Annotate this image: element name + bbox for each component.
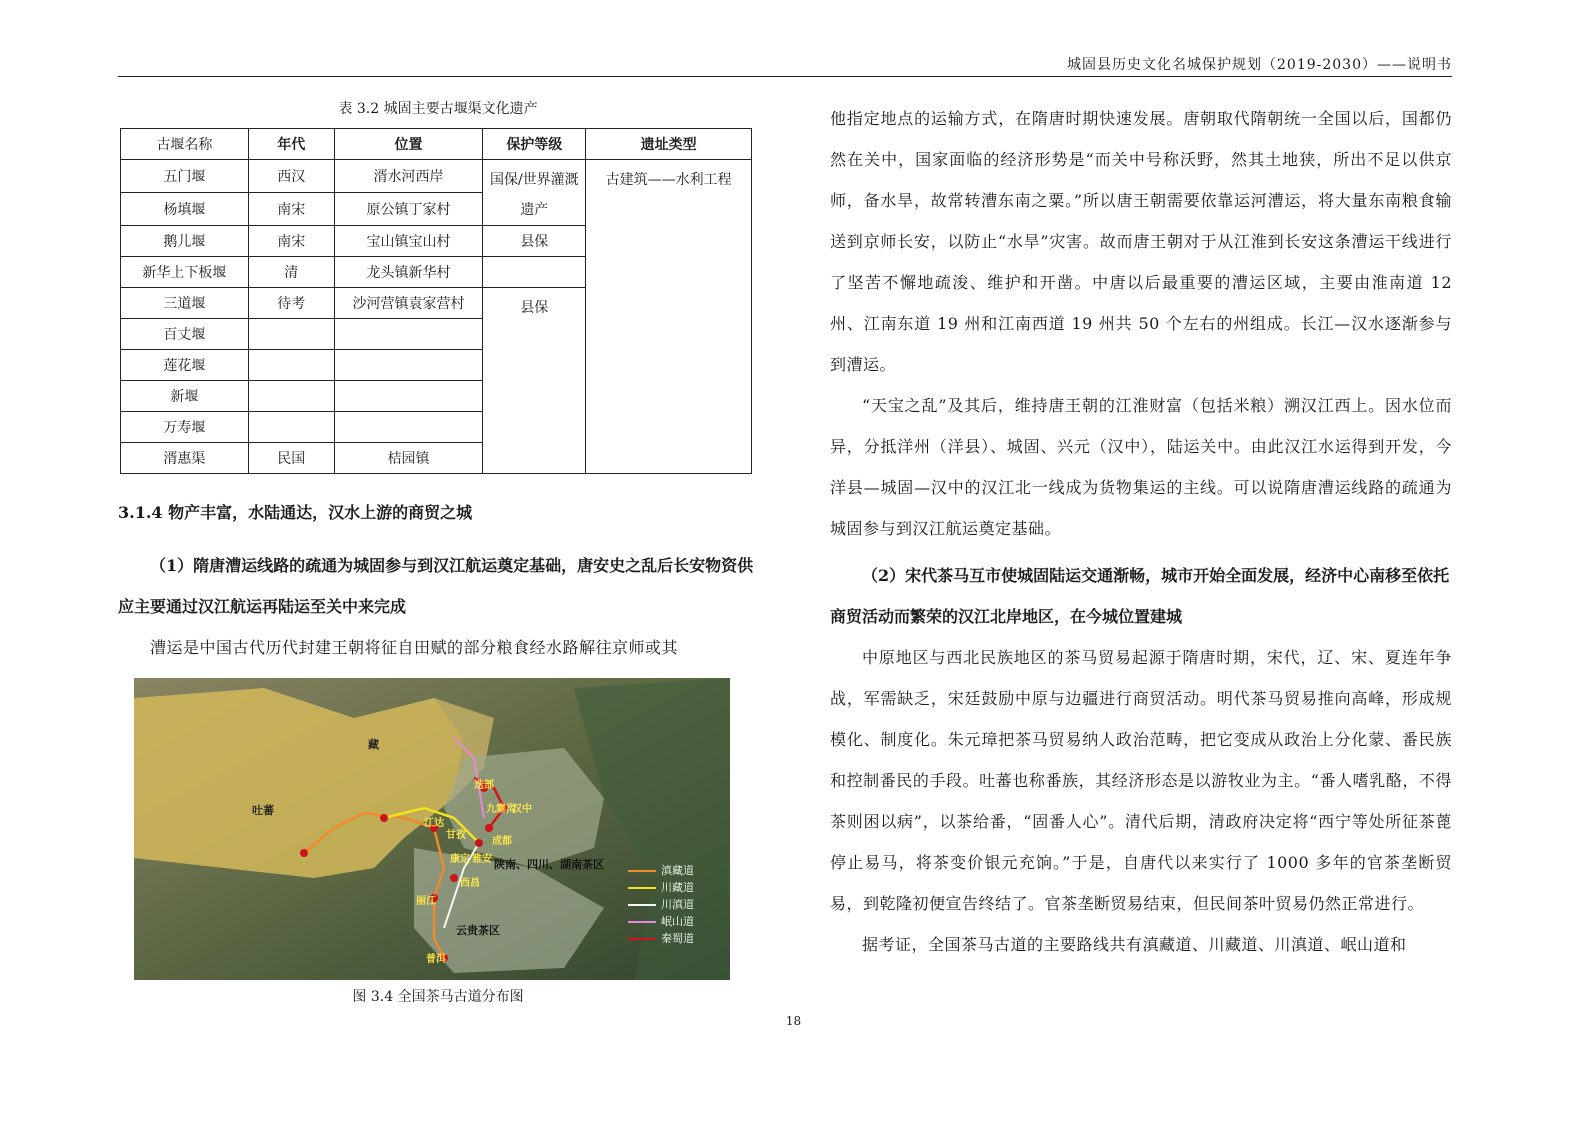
- map-label-kangding: 康定: [450, 854, 470, 865]
- paragraph: 据考证，全国茶马古道的主要路线共有滇藏道、川藏道、川滇道、岷山道和: [862, 935, 1407, 954]
- legend-swatch: [628, 887, 656, 889]
- weir-location: 龙头镇新华村: [334, 257, 483, 288]
- weir-era: [248, 350, 334, 381]
- table-header-cell: 古堰名称: [121, 129, 249, 160]
- weir-era: [248, 412, 334, 443]
- paragraph: 他指定地点的运输方式，在隋唐时期快速发展。唐朝取代隋朝统一全国以后，国都仍然在关中，国家面临的经济形势是“而关中号称沃野，然其土地狭，所出不足以供京师，备水旱，故常转漕东南之粟。”所以唐王朝需要依靠运河漕运，将大量东南粮食输送到京师长安，以防止“水旱”灾害。故而唐王朝对于从江淮到长安这条漕运干线进行了坚苦不懈地疏浚、维护和开凿。中唐以后最重要的漕运区域，主要由淮南道 12 州、江南东道 19 州和江南西道 19 州共 50 个左右的州组成。长江—汉水逐渐参与到漕运。: [830, 109, 1452, 374]
- map-label-zang: 藏: [368, 738, 379, 751]
- city-marker: [485, 824, 493, 832]
- paragraph: “天宝之乱”及其后，维持唐王朝的江淮财富（包括米粮）溯汉江西上。因水位而异，分抵洋州（洋县）、城固、兴元（汉中），陆运关中。由此汉江水运得到开发，今洋县—城固—汉中的汉江北一线成为货物集运的主线。可以说隋唐漕运线路的疏通为城固参与到汉江航运奠定基础。: [830, 396, 1452, 538]
- legend-swatch: [628, 938, 656, 940]
- weir-name: 新堰: [121, 381, 249, 412]
- sub-heading-1: （1）隋唐漕运线路的疏通为城固参与到汉江航运奠定基础，唐安史之乱后长安物资供应主要通过汉江航运再陆运至关中来完成: [118, 556, 754, 616]
- weir-era: 民国: [248, 443, 334, 474]
- map-label-jiuzhaigou: 九寨沟: [486, 804, 516, 815]
- tea-horse-road-map: [134, 678, 730, 980]
- map-label-lijiang: 丽江: [416, 896, 436, 907]
- weir-era: [248, 319, 334, 350]
- table-header-cell: 保护等级: [483, 129, 586, 160]
- table-header-cell: 位置: [334, 129, 483, 160]
- weir-location: [334, 412, 483, 443]
- table-header-cell: 遗址类型: [586, 129, 752, 160]
- weir-location: [334, 350, 483, 381]
- weir-era: 清: [248, 257, 334, 288]
- map-label-ganzi: 甘孜: [446, 830, 466, 841]
- weir-location: 原公镇丁家村: [334, 193, 483, 226]
- weir-era: [248, 381, 334, 412]
- running-header: 城固县历史文化名城保护规划（2019-2030）——说明书: [1067, 57, 1452, 73]
- weir-name: 三道堰: [121, 288, 249, 319]
- weir-name: 湑惠渠: [121, 443, 249, 474]
- sub-heading-2: （2）宋代茶马互市使城固陆运交通渐畅，城市开始全面发展，经济中心南移至依托商贸活动而繁荣的汉江北岸地区，在今城位置建城: [830, 566, 1450, 626]
- table-header-row: [121, 129, 752, 160]
- weir-era: 南宋: [248, 193, 334, 226]
- weir-name: 杨填堰: [121, 193, 249, 226]
- table-header-cell: 年代: [248, 129, 334, 160]
- paragraph: 漕运是中国古代历代封建王朝将征自田赋的部分粮食经水路解往京师或其: [150, 638, 679, 657]
- map-label-jiangda: 江达: [424, 818, 444, 829]
- weir-site-type: 古建筑——水利工程: [586, 160, 752, 474]
- section-title: 3.1.4 物产丰富，水陆通达，汉水上游的商贸之城: [118, 503, 473, 522]
- table-row: [121, 160, 752, 193]
- header-rule: [118, 76, 1452, 77]
- legend-swatch: [628, 870, 656, 872]
- figure-caption: 图 3.4 全国茶马古道分布图: [352, 989, 524, 1005]
- weir-name: 五门堰: [121, 160, 249, 193]
- weir-level: 国保/世界灌溉遗产: [483, 160, 586, 226]
- city-marker: [450, 874, 458, 882]
- paragraph: 中原地区与西北民族地区的茶马贸易起源于隋唐时期，宋代，辽、宋、夏连年争战，军需缺乏，宋廷鼓励中原与边疆进行商贸活动。明代茶马贸易推向高峰，形成规模化、制度化。朱元璋把茶马贸易纳人政治范畴，把它变成从政治上分化蒙、番民族和控制番民的手段。吐蕃也称番族，其经济形态是以游牧业为主。“番人嗜乳酪，不得茶则困以病”，以茶给番，“固番人心”。清代后期，清政府决定将“西宁等处所征茶蓖停止易马，将茶变价银元充饷。”于是，自唐代以来实行了 1000 多年的官茶垄断贸易，到乾隆初便宣告终结了。官茶垄断贸易结束，但民间茶叶贸易仍然正常进行。: [830, 648, 1452, 913]
- weir-location: [334, 381, 483, 412]
- map-label-puer: 普洱: [426, 954, 446, 965]
- map-label-hanzhong: 汉中: [512, 804, 532, 815]
- map-label-chengdu: 成都: [492, 836, 512, 847]
- weir-location: [334, 319, 483, 350]
- page-number: 18: [785, 1014, 802, 1028]
- weir-location: 湑水河西岸: [334, 160, 483, 193]
- map-legend: [628, 862, 694, 947]
- weir-name: 万寿堰: [121, 412, 249, 443]
- right-column: [830, 98, 1452, 965]
- map-label-yaan: 雅安: [472, 854, 492, 865]
- weir-level: [483, 257, 586, 288]
- legend-item: 岷山道: [628, 913, 694, 930]
- map-label-diebu: 迭部: [474, 780, 494, 791]
- weir-name: 莲花堰: [121, 350, 249, 381]
- legend-swatch: [628, 921, 656, 923]
- map-label-shaannan-region: 陕南、四川、湖南茶区: [494, 858, 604, 871]
- left-column: [118, 98, 758, 1006]
- weir-name: 新华上下板堰: [121, 257, 249, 288]
- weir-name: 百丈堰: [121, 319, 249, 350]
- weir-level: 县保: [483, 226, 586, 257]
- map-label-yungui-region: 云贵茶区: [456, 924, 500, 937]
- city-marker: [380, 814, 388, 822]
- weir-name: 鹅儿堰: [121, 226, 249, 257]
- map-label-xichang: 西昌: [460, 878, 480, 889]
- weir-era: 南宋: [248, 226, 334, 257]
- weir-location: 沙河营镇袁家营村: [334, 288, 483, 319]
- weir-location: 宝山镇宝山村: [334, 226, 483, 257]
- map-label-tubo: 吐蕃: [252, 804, 274, 817]
- legend-item: 川滇道: [628, 896, 694, 913]
- weir-level: 县保: [483, 288, 586, 474]
- legend-item: 川藏道: [628, 879, 694, 896]
- legend-item: 滇藏道: [628, 862, 694, 879]
- weir-era: 待考: [248, 288, 334, 319]
- city-marker: [300, 849, 308, 857]
- legend-swatch: [628, 904, 656, 906]
- heritage-table: [120, 128, 752, 474]
- table-caption: 表 3.2 城固主要古堰渠文化遗产: [338, 101, 538, 117]
- legend-item: 秦蜀道: [628, 930, 694, 947]
- city-marker: [475, 839, 483, 847]
- weir-location: 桔园镇: [334, 443, 483, 474]
- weir-era: 西汉: [248, 160, 334, 193]
